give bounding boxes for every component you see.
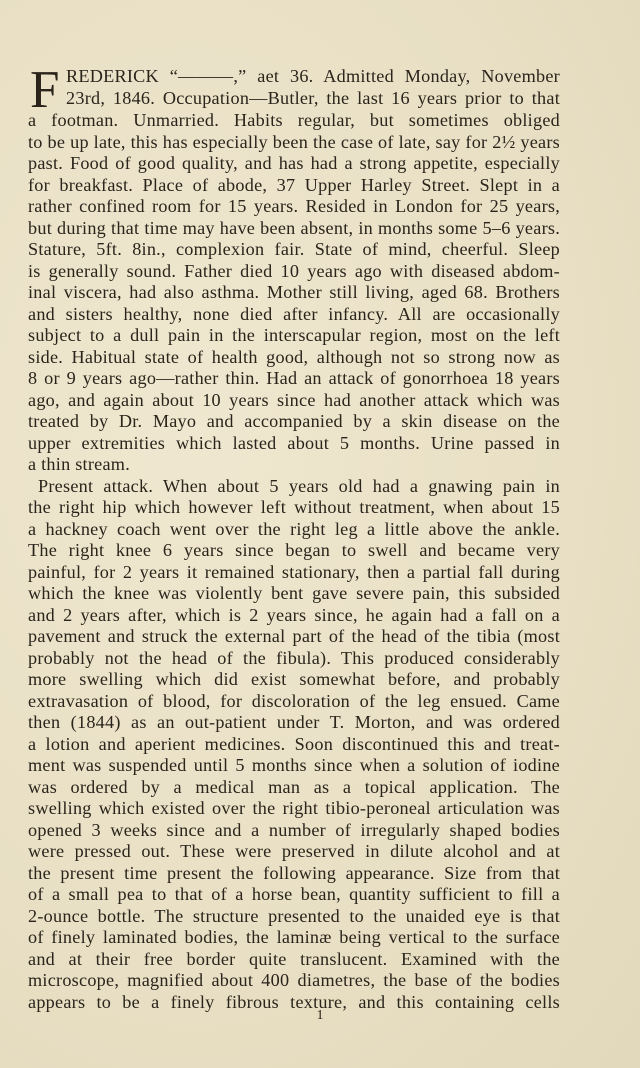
text-line: is generally sound. Father died 10 years ago with diseased abdom- [28, 260, 560, 281]
text-line: and sisters healthy, none died after infancy. All are occasionally [28, 303, 560, 324]
text-line: swelling which existed over the right tibio-peroneal articulation was [28, 798, 560, 818]
text-line: were pressed out. These were preserved in dilute alcohol and at [28, 841, 560, 861]
text-line: subject to a dull pain in the interscapular region, most on the left [28, 325, 560, 345]
text-line: probably not the head of the fibula). This produced considerably [28, 647, 560, 668]
text-line: a thin stream. [28, 454, 130, 474]
text-line: a lotion and aperient medicines. Soon discontinued this and treat- [28, 733, 560, 754]
text-line: then (1844) as an out-patient under T. Morton, and was ordered [28, 712, 560, 732]
text-line: the right hip which however left without treatment, when about 15 [28, 497, 560, 517]
page-number: 1 [316, 1008, 324, 1023]
text-line: 2-ounce bottle. The structure presented to the unaided eye is that [28, 905, 560, 926]
text-line: Present attack. When about 5 years old had a gnawing pain in [38, 475, 560, 496]
text-line: which the knee was violently bent gave severe pain, this subsided [28, 583, 560, 603]
text-line: side. Habitual state of health good, although not so strong now as [28, 346, 560, 367]
opening-paragraph-head [28, 61, 560, 119]
text-line: of finely laminated bodies, the laminæ being vertical to the surface [28, 927, 560, 947]
text-line: painful, for 2 years it remained stationary, then a partial fall during [28, 561, 560, 582]
text-line: to be up late, this has especially been the case of late, say for 2½ years [28, 131, 560, 152]
text-line: and at their free border quite translucent. Examined with the [28, 948, 560, 969]
case-report-text [28, 61, 560, 1013]
text-line: and 2 years after, which is 2 years since, he again had a fall on a [28, 604, 560, 625]
text-line: 23rd, 1846. Occupation—Butler, the last 16 years prior to that [66, 87, 560, 108]
text-line: past. Food of good quality, and has had a strong appetite, especially [28, 153, 560, 173]
text-line: but during that time may have been absent, in months some 5–6 years. [28, 217, 560, 238]
text-line: a footman. Unmarried. Habits regular, but sometimes obliged [28, 110, 560, 130]
text-line: The right knee 6 years since began to swell and became very [28, 540, 560, 560]
text-line: appears to be a finely fibrous texture, and this containing cells [28, 991, 560, 1012]
text-line: ago, and again about 10 years since had another attack which was [28, 389, 560, 410]
text-line: inal viscera, had also asthma. Mother still living, aged 68. Brothers [28, 282, 560, 302]
text-line: extravasation of blood, for discoloration of the leg ensued. Came [28, 690, 560, 711]
text-line: treated by Dr. Mayo and accompanied by a skin disease on the [28, 411, 560, 431]
text-line: more swelling which did exist somewhat before, and probably [28, 669, 560, 689]
text-line: Stature, 5ft. 8in., complexion fair. State of mind, cheerful. Sleep [28, 239, 560, 259]
text-line: of a small pea to that of a horse bean, quantity sufficient to fill a [28, 884, 560, 904]
text-line: was ordered by a medical man as a topical application. The [28, 776, 560, 797]
text-line: the present time present the following appearance. Size from that [28, 862, 560, 883]
drop-cap: F [30, 61, 60, 119]
body-lines [28, 110, 560, 1013]
text-line: opened 3 weeks since and a number of irregularly shaped bodies [28, 819, 560, 840]
text-line: for breakfast. Place of abode, 37 Upper Harley Street. Slept in a [28, 174, 560, 195]
text-line: REDERICK “———,” aet 36. Admitted Monday, November [66, 66, 560, 86]
text-line: a hackney coach went over the right leg a little above the ankle. [28, 518, 560, 539]
text-line: rather confined room for 15 years. Resided in London for 25 years, [28, 196, 560, 216]
text-line: ment was suspended until 5 months since when a solution of iodine [28, 755, 560, 775]
text-line: microscope, magnified about 400 diametres, the base of the bodies [28, 970, 560, 990]
text-line: 8 or 9 years ago—rather thin. Had an attack of gonorrhoea 18 years [28, 368, 560, 388]
text-line: pavement and struck the external part of the head of the tibia (most [28, 626, 560, 646]
text-line: upper extremities which lasted about 5 months. Urine passed in [28, 432, 560, 453]
